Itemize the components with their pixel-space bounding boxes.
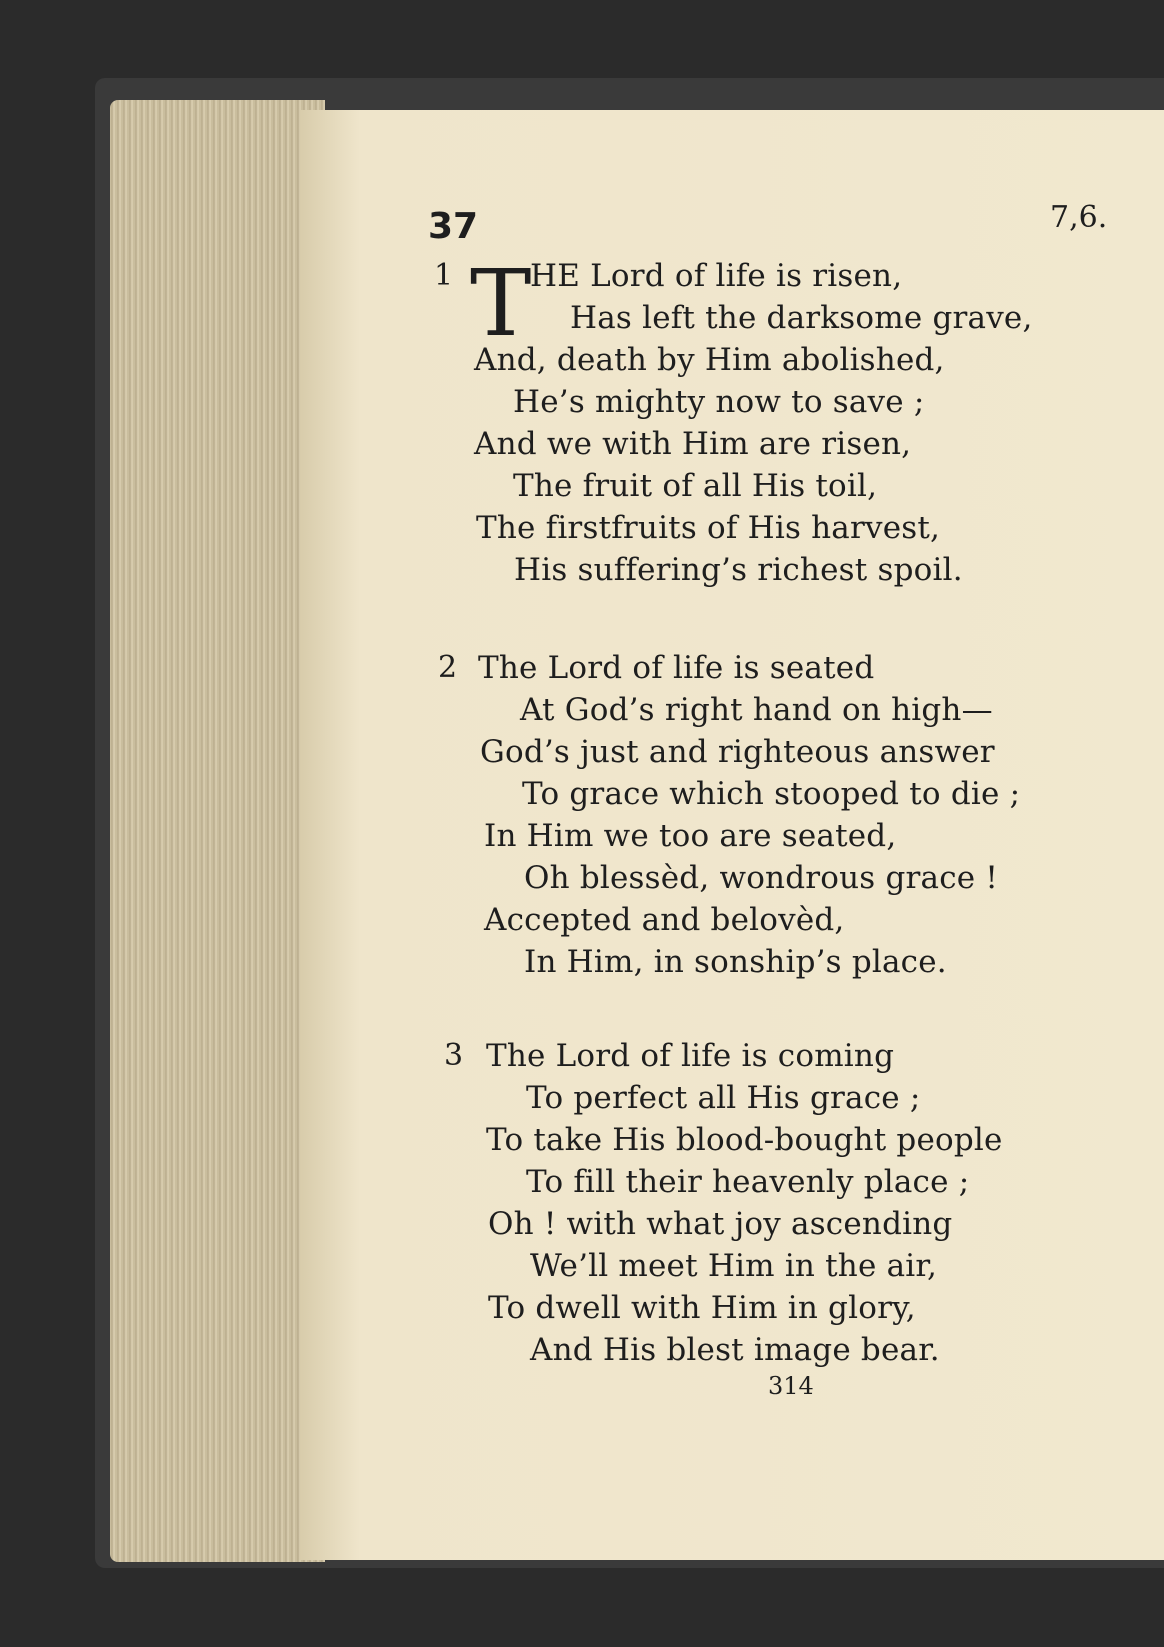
verse-number: 1 xyxy=(434,258,454,293)
verse-line: To grace which stooped to die ; xyxy=(522,776,1021,812)
verse-line: His suffering’s richest spoil. xyxy=(514,552,963,588)
verse-line: Oh ! with what joy ascending xyxy=(488,1206,953,1242)
verse-line: To dwell with Him in glory, xyxy=(488,1290,916,1326)
verse-line: At God’s right hand on high— xyxy=(520,692,993,728)
verse-line: In Him, in sonship’s place. xyxy=(524,944,947,980)
verse-number: 3 xyxy=(444,1038,464,1073)
verse-line: He’s mighty now to save ; xyxy=(513,384,925,420)
hymn-meter: 7,6. xyxy=(1050,200,1108,235)
verse-line: Oh blessèd, wondrous grace ! xyxy=(524,860,999,896)
drop-cap: T xyxy=(470,250,532,357)
hymn-number: 37 xyxy=(428,206,479,247)
verse-line: Accepted and belovèd, xyxy=(484,902,845,938)
verse-line: The Lord of life is coming xyxy=(486,1038,895,1074)
page-number: 314 xyxy=(768,1372,814,1400)
verse-line: And we with Him are risen, xyxy=(474,426,912,462)
verse-line: Has left the darksome grave, xyxy=(570,300,1033,336)
verse-line: And His blest image bear. xyxy=(530,1332,940,1368)
verse-line: The Lord of life is seated xyxy=(478,650,875,686)
verse-line: In Him we too are seated, xyxy=(484,818,897,854)
verse-line: The fruit of all His toil, xyxy=(513,468,878,504)
page-edges xyxy=(110,100,325,1562)
verse-line: God’s just and righteous answer xyxy=(480,734,995,770)
verse-line: To take His blood-bought people xyxy=(486,1122,1003,1158)
verse-number: 2 xyxy=(438,650,458,685)
verse-line: To fill their heavenly place ; xyxy=(526,1164,970,1200)
verse-line: The firstfruits of His harvest, xyxy=(476,510,941,546)
verse-line: And, death by Him abolished, xyxy=(474,342,945,378)
verse-line: We’ll meet Him in the air, xyxy=(530,1248,938,1284)
verse-line: HE Lord of life is risen, xyxy=(530,258,903,294)
verse-line: To perfect all His grace ; xyxy=(526,1080,921,1116)
